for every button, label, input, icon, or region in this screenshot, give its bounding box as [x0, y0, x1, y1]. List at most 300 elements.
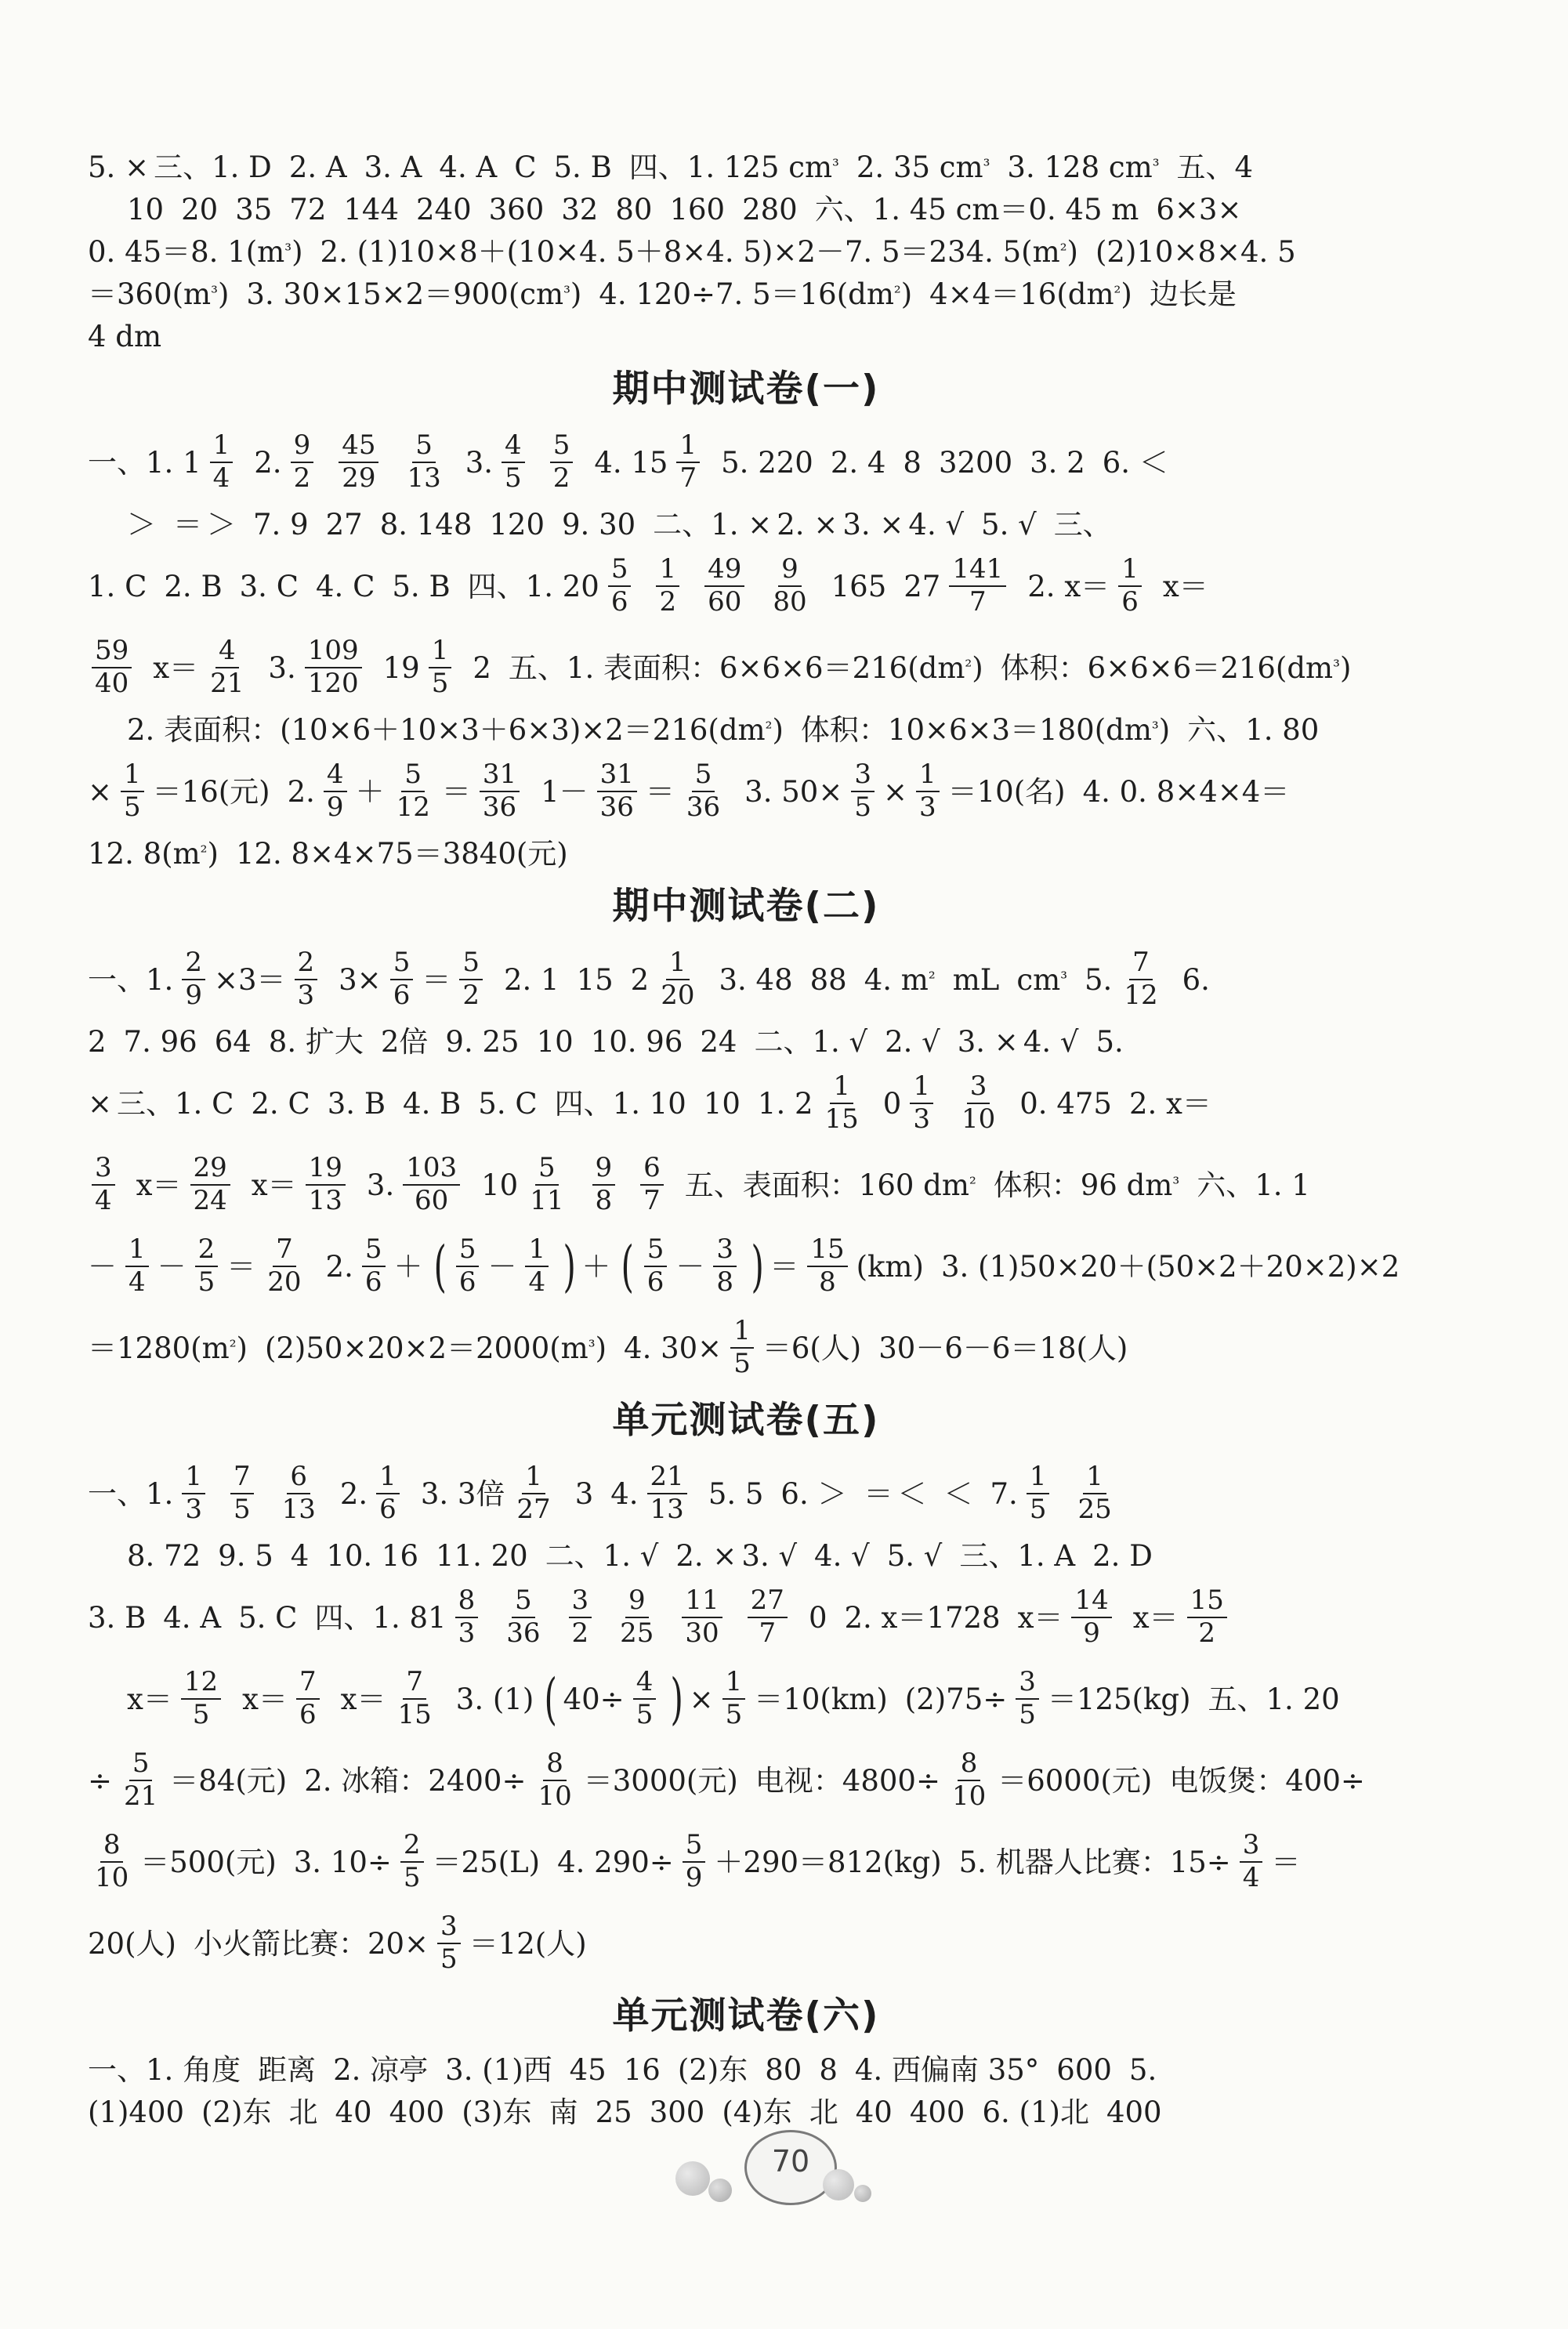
answer-token: ＝ — [422, 962, 451, 997]
denominator: 36 — [686, 791, 721, 823]
denominator: 4 — [212, 462, 230, 494]
numerator: 4 — [502, 432, 525, 463]
numerator: 2 — [400, 1831, 424, 1863]
answer-token: 8. 72 — [127, 1538, 201, 1573]
answer-token: (2)东 — [201, 2095, 272, 2129]
answer-token — [206, 429, 237, 494]
denominator: 3 — [297, 980, 315, 1011]
numerator: 5 — [129, 1750, 153, 1781]
answer-line — [88, 1534, 1404, 1577]
answer-token — [203, 637, 251, 697]
numerator: 5 — [456, 1236, 480, 1267]
denominator: 13 — [650, 1494, 684, 1525]
answer-token: 北 — [809, 2095, 838, 2129]
answer-token — [912, 761, 943, 821]
answer-token: 五、表面积：160 dm ² — [684, 1168, 976, 1202]
answer-token — [372, 1463, 404, 1523]
answer-token: 20(人) — [88, 1926, 176, 1961]
answer-token: 2. × — [675, 1538, 737, 1573]
denominator: 7 — [643, 1185, 661, 1216]
section-title: 单元测试卷(五) — [612, 1399, 880, 1442]
answer-token: 2. 冰箱：2400÷ — [304, 1763, 527, 1798]
fraction — [121, 1750, 161, 1810]
numerator: 5 — [412, 432, 436, 463]
answer-token: 2 — [88, 1024, 107, 1059]
fraction — [306, 1154, 346, 1215]
denominator: 12 — [396, 791, 430, 823]
denominator: 5 — [403, 1862, 421, 1893]
answer-token — [397, 1831, 428, 1892]
denominator: 6 — [379, 1494, 397, 1525]
answer-token — [847, 761, 878, 821]
answer-token: 3. 10÷ — [293, 1845, 392, 1879]
denominator: 6 — [458, 1266, 476, 1298]
answer-token: ＝6000(元) — [998, 1763, 1153, 1798]
answer-token: 3. — [465, 445, 494, 480]
answer-token: ＝6(人) — [762, 1331, 862, 1365]
answer-token: 5. × — [88, 150, 150, 184]
answer-token: 2. B — [164, 569, 223, 603]
fraction — [550, 429, 574, 494]
numerator: 5 — [608, 556, 632, 587]
answer-line — [88, 188, 1404, 230]
answer-token: 10. 16 — [326, 1538, 418, 1573]
answer-token: 4. 120÷7. 5＝16(dm ² ) — [599, 277, 913, 311]
answer-line — [88, 939, 1404, 1020]
fraction — [851, 761, 875, 821]
fraction — [949, 1750, 989, 1810]
denominator: 2 — [462, 980, 480, 1011]
fraction — [1074, 1463, 1114, 1523]
answer-token: 8. 148 — [379, 507, 473, 542]
answer-token — [1114, 553, 1146, 618]
answer-line — [88, 627, 1404, 708]
numerator: 19 — [306, 1154, 346, 1186]
fraction — [644, 1233, 668, 1298]
numerator: 9 — [592, 1154, 616, 1186]
fraction — [748, 1587, 788, 1647]
answer-token: 六、1. 80 — [1187, 712, 1320, 747]
denominator: 5 — [233, 1494, 251, 1525]
denominator: 10 — [951, 1780, 987, 1812]
answer-token: ÷ — [88, 1763, 113, 1798]
answer-token — [719, 1668, 750, 1729]
answer-token: × — [88, 774, 113, 809]
answer-token — [386, 949, 418, 1009]
answer-token — [818, 1070, 866, 1135]
numerator: 2 — [195, 1236, 219, 1267]
answer-token: 四、1. 81 — [314, 1600, 447, 1635]
answer-token — [498, 429, 529, 494]
denominator: 6 — [610, 586, 628, 618]
denominator: 9 — [685, 1862, 703, 1893]
fraction — [640, 1154, 664, 1215]
answer-token: 2. D — [1092, 1538, 1153, 1573]
answer-token — [452, 1233, 483, 1298]
answer-token — [604, 553, 636, 618]
denominator: 5 — [197, 1266, 215, 1298]
denominator: 7 — [679, 462, 697, 494]
answer-token: 0 — [882, 1086, 902, 1121]
bracket: ) — [751, 1234, 764, 1299]
numerator: 3 — [1240, 1831, 1263, 1863]
answer-line — [88, 832, 1404, 875]
numerator: 1 — [676, 432, 700, 463]
answer-token: 3. — [268, 650, 296, 685]
answer-token: 距离 — [258, 2052, 317, 2087]
answer-token: 120 — [489, 507, 545, 542]
answer-token: 240 — [416, 192, 472, 226]
answer-token: 3. B — [327, 1086, 386, 1121]
answer-token: － — [487, 1249, 517, 1284]
answer-token — [455, 949, 487, 1009]
fraction — [429, 637, 452, 697]
fraction — [730, 1317, 754, 1378]
fraction — [455, 1587, 479, 1647]
answer-token: 8 — [819, 2052, 838, 2087]
answer-token: ＝ — [864, 1476, 893, 1511]
fraction — [400, 1831, 424, 1892]
denominator: 21 — [124, 1780, 158, 1812]
answer-token: 9. 5 — [218, 1538, 273, 1573]
denominator: 36 — [506, 1617, 541, 1649]
answer-token: cm ³ — [1016, 962, 1068, 997]
answer-token: 2. 表面积：(10×6＋10×3＋6×3)×2＝216(dm ² ) — [127, 712, 784, 747]
answer-token: 80 — [615, 192, 653, 226]
denominator: 30 — [685, 1617, 719, 1649]
fraction — [456, 1233, 480, 1298]
answer-token: 400 — [389, 2095, 445, 2129]
answer-line — [88, 230, 1404, 273]
answer-token: 3. A — [364, 150, 422, 184]
answer-token: 六、1. 45 cm＝0. 45 m — [814, 192, 1139, 226]
answer-token: (2)东 — [677, 2052, 748, 2087]
numerator: 6 — [287, 1463, 310, 1494]
answer-token: 4. √ — [908, 507, 965, 542]
answer-token — [287, 429, 318, 494]
answer-token — [906, 1070, 937, 1135]
answer-token: 4. A — [163, 1600, 222, 1635]
answer-token — [1012, 1668, 1043, 1729]
numerator: 8 — [543, 1750, 567, 1781]
answer-token — [678, 1587, 726, 1647]
answer-token: 2 — [630, 962, 650, 997]
answer-token: 3. 30×15×2＝900(cm ³ ) — [246, 277, 582, 311]
answer-token: 2. — [339, 1476, 368, 1511]
fraction — [182, 1463, 205, 1523]
answer-token — [643, 1463, 691, 1523]
fraction — [459, 949, 483, 1009]
answer-token: (2)75÷ — [904, 1682, 1008, 1716]
answer-token: 3. × — [842, 507, 904, 542]
numerator: 31 — [597, 761, 637, 792]
page-number: 70 — [771, 2144, 810, 2179]
answer-token: ＝10(名) — [947, 774, 1066, 809]
denominator: 5 — [440, 1943, 458, 1975]
answer-token: x＝ — [1132, 1600, 1179, 1635]
fraction — [502, 429, 525, 494]
fraction — [958, 1070, 998, 1135]
fraction — [324, 761, 347, 821]
answer-token — [679, 1831, 710, 1892]
fraction — [182, 949, 205, 1009]
numerator: 5 — [512, 1587, 535, 1618]
answer-token: ＝500(元) — [140, 1845, 277, 1879]
denominator: 9 — [1083, 1617, 1100, 1649]
answer-token — [546, 429, 578, 494]
denominator: 36 — [482, 791, 517, 823]
answer-token: 2倍 — [380, 1024, 429, 1059]
bubble-decoration — [854, 2185, 871, 2202]
fraction — [393, 761, 433, 821]
answer-token: 4. B — [403, 1086, 462, 1121]
answer-token: ＝25(L) — [432, 1845, 541, 1879]
answer-token: 280 — [742, 192, 798, 226]
fraction — [125, 1233, 149, 1298]
answer-token: 体积：10×6×3＝180(dm ³ ) — [800, 712, 1171, 747]
numerator: 1 — [1027, 1463, 1050, 1494]
denominator: 13 — [407, 462, 441, 494]
fraction — [1118, 553, 1142, 618]
denominator: 7 — [759, 1617, 777, 1649]
answer-token: (1)400 — [88, 2095, 185, 2129]
answer-token: 25 — [595, 2095, 632, 2129]
answer-token — [1236, 1831, 1267, 1892]
answer-token: 4. √ — [814, 1538, 870, 1573]
answer-token — [744, 1587, 791, 1647]
answer-token: 一、1. 角度 — [88, 2052, 241, 2087]
denominator: 5 — [636, 1699, 654, 1730]
denominator: 2 — [293, 462, 311, 494]
answer-token: 5. C — [478, 1086, 538, 1121]
answer-token: 五、1. 20 — [1208, 1682, 1340, 1716]
answer-token: 4 — [290, 1538, 310, 1573]
fraction — [404, 429, 444, 494]
answer-token — [945, 553, 1010, 618]
denominator: 8 — [819, 1266, 836, 1298]
numerator: 2 — [182, 949, 205, 980]
answer-token: 五、1. 表面积：6×6×6＝216(dm ² ) — [508, 650, 983, 685]
answer-line — [88, 1453, 1404, 1534]
answer-token — [652, 553, 683, 618]
numerator: 103 — [403, 1154, 460, 1186]
fraction — [1016, 1668, 1039, 1729]
answer-token: 3. (1) — [455, 1682, 534, 1716]
answer-token: 12. 8×4×75＝3840(元) — [235, 836, 568, 871]
bracket: ( — [544, 1667, 558, 1731]
answer-token: × — [88, 1086, 113, 1121]
answer-token: 2. (1)10×8＋(10×4. 5＋8×4. 5)×2－7. 5＝234. 5(m ² ) — [320, 234, 1078, 269]
answer-token: C — [514, 150, 537, 184]
numerator: 141 — [949, 556, 1006, 587]
numerator: 109 — [305, 637, 362, 668]
numerator: 5 — [459, 949, 483, 980]
answer-token — [191, 1233, 223, 1298]
denominator: 60 — [708, 586, 742, 618]
answer-token: 2. 凉亭 — [333, 2052, 429, 2087]
denominator: 7 — [969, 586, 987, 618]
numerator: 3 — [92, 1154, 115, 1186]
answer-token — [629, 1668, 661, 1729]
fraction — [608, 553, 632, 618]
answer-token: ＝16(元) — [152, 774, 270, 809]
answer-token — [391, 1668, 439, 1729]
denominator: 3 — [913, 1103, 930, 1135]
fraction — [722, 1668, 746, 1729]
denominator: 5 — [1019, 1699, 1036, 1730]
answer-token: 3. 48 — [719, 962, 793, 997]
answer-token: 二、1. × — [653, 507, 773, 542]
denominator: 13 — [281, 1494, 316, 1525]
answer-token: (4)东 — [722, 2095, 792, 2129]
answer-token: 2 — [473, 650, 491, 685]
answer-token: 9. 30 — [562, 507, 636, 542]
numerator: 7 — [403, 1668, 426, 1700]
numerator: 8 — [455, 1587, 479, 1618]
numerator: 3 — [569, 1587, 592, 1618]
answer-token: 4. 0. 8×4×4＝ — [1082, 774, 1290, 809]
answer-token: 5. — [1128, 2052, 1157, 2087]
bracket: ( — [433, 1234, 447, 1299]
answer-token: 80 — [765, 2052, 802, 2087]
answer-token: ＝ — [226, 1249, 256, 1284]
answer-token: 4. A — [439, 150, 498, 184]
numerator: 1 — [210, 432, 234, 463]
answer-token: mL — [952, 962, 1000, 997]
denominator: 5 — [431, 668, 449, 699]
answer-token — [654, 949, 701, 1009]
answer-token — [226, 1463, 258, 1523]
denominator: 27 — [516, 1494, 551, 1525]
section-title: 期中测试卷(一) — [612, 368, 880, 411]
denominator: 2 — [571, 1617, 589, 1649]
answer-token: 2. √ — [885, 1024, 940, 1059]
fraction — [403, 1154, 460, 1215]
answer-token: 一、1. — [88, 962, 174, 997]
denominator: 4 — [95, 1185, 112, 1216]
answer-token: 2. — [325, 1249, 353, 1284]
answer-line — [88, 1740, 1404, 1821]
answer-token: 40 — [335, 2095, 372, 2129]
numerator: 45 — [339, 432, 378, 463]
numerator: 1 — [830, 1073, 853, 1104]
answer-token: 16 — [623, 2052, 661, 2087]
answer-token: ＝ — [441, 774, 471, 809]
answer-token: 19 — [382, 650, 420, 685]
answer-token: x＝ — [1017, 1600, 1063, 1635]
answer-token — [186, 1154, 234, 1215]
answer-token — [88, 637, 136, 697]
answer-token: 3. 128 cm ³ — [1007, 150, 1160, 184]
answer-token — [588, 1154, 620, 1215]
denominator: 3 — [185, 1494, 202, 1525]
answer-token: ＝ — [173, 507, 202, 542]
answer-line — [88, 1658, 1404, 1740]
answer-token: 11. 20 — [436, 1538, 528, 1573]
answer-token: 4×4＝16(dm ² ) — [929, 277, 1132, 311]
answer-token: x＝ — [153, 650, 199, 685]
numerator: 5 — [401, 761, 425, 792]
denominator: 5 — [725, 1699, 743, 1730]
answer-token: 六、1. 1 — [1197, 1168, 1310, 1202]
denominator: 60 — [415, 1185, 449, 1216]
answer-token: 4. √ — [1023, 1024, 1079, 1059]
answer-token: 0. 475 — [1019, 1086, 1112, 1121]
denominator: 3 — [458, 1617, 476, 1649]
answer-token: ＋290＝812(kg) — [714, 1845, 942, 1879]
fraction — [181, 1668, 221, 1729]
answer-token: 1－ — [541, 774, 588, 809]
answer-token — [1023, 1463, 1054, 1523]
answer-token: 40 — [855, 2095, 893, 2129]
answer-token — [320, 761, 351, 821]
answer-token: x＝ — [251, 1168, 297, 1202]
answer-token — [88, 1831, 136, 1892]
fraction — [437, 1913, 461, 1973]
numerator: 29 — [190, 1154, 230, 1186]
numerator: 3 — [437, 1913, 461, 1944]
answer-token — [178, 1463, 209, 1523]
answer-token — [292, 1668, 324, 1729]
fraction — [296, 1668, 320, 1729]
answer-token: 400 — [1106, 2095, 1162, 2129]
numerator: 1 — [656, 556, 679, 587]
answer-token: 4. 15 — [594, 445, 668, 480]
answer-token: 10 — [536, 1024, 574, 1059]
section-title: 期中测试卷(二) — [612, 885, 880, 928]
answer-token: 5. 220 — [721, 445, 813, 480]
fraction — [210, 429, 234, 494]
answer-token — [260, 1233, 308, 1298]
answer-token: ×3＝ — [213, 962, 286, 997]
answer-token: 三、1. A — [959, 1538, 1076, 1573]
answer-token: 88 — [809, 962, 847, 997]
fraction — [305, 637, 362, 697]
bubble-decoration — [708, 2179, 732, 2202]
answer-token — [433, 1913, 465, 1973]
answer-token: 2. — [254, 445, 282, 480]
denominator: 6 — [646, 1266, 664, 1298]
numerator: 1 — [376, 1463, 400, 1494]
denominator: 36 — [599, 791, 634, 823]
fraction — [770, 553, 809, 618]
answer-token: 12. 8(m ² ) — [88, 836, 219, 871]
denominator: 5 — [1029, 1494, 1047, 1525]
fraction — [676, 429, 700, 494]
numerator: 5 — [683, 1831, 706, 1863]
answer-line — [88, 1144, 1404, 1226]
answer-token — [1183, 1587, 1231, 1647]
numerator: 1 — [666, 949, 690, 980]
numerator: 7 — [1129, 949, 1153, 980]
answer-token — [88, 1154, 119, 1215]
numerator: 9 — [778, 556, 802, 587]
answer-token: 27 — [325, 507, 363, 542]
numerator: 1 — [182, 1463, 205, 1494]
answer-token: ＝ — [1271, 1845, 1301, 1879]
fraction — [682, 1587, 722, 1647]
denominator: 6 — [299, 1699, 317, 1730]
answer-token — [766, 553, 813, 618]
fraction — [683, 1831, 706, 1892]
answer-token: 400 — [909, 2095, 965, 2129]
answer-token: 5. √ — [886, 1538, 943, 1573]
fraction — [480, 761, 520, 821]
numerator: 27 — [748, 1587, 788, 1618]
answer-token: ＝ — [770, 1249, 799, 1284]
answer-token: 10. 96 — [590, 1024, 683, 1059]
answer-token: ＝3000(元) — [583, 1763, 738, 1798]
